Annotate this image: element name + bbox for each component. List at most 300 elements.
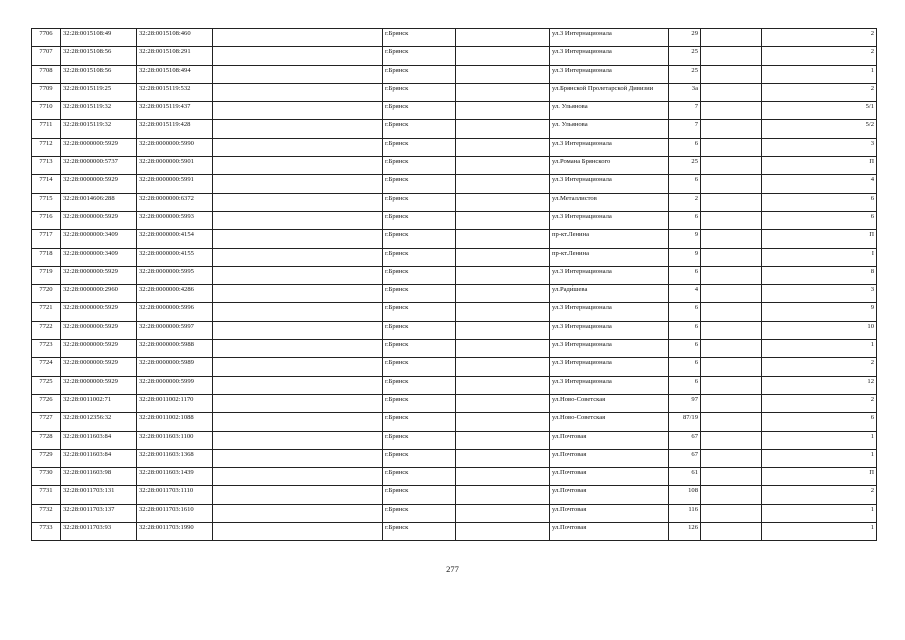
city-cell: г.Брянск	[383, 486, 456, 504]
empty-cell	[213, 285, 383, 303]
land-cadastral-number-cell: 32:28:0000000:3409	[61, 230, 137, 248]
house-number-cell: 108	[669, 486, 701, 504]
object-cadastral-number-cell: 32:28:0015119:532	[137, 83, 213, 101]
row-number-cell: 7706	[32, 29, 61, 47]
house-number-cell: 25	[669, 47, 701, 65]
street-cell: ул.3 Интернационала	[550, 175, 669, 193]
empty-cell	[213, 175, 383, 193]
city-cell: г.Брянск	[383, 102, 456, 120]
city-cell: г.Брянск	[383, 230, 456, 248]
empty-cell	[213, 431, 383, 449]
empty-cell	[701, 175, 762, 193]
empty-cell	[701, 193, 762, 211]
empty-cell	[456, 376, 550, 394]
row-number-cell: 7715	[32, 193, 61, 211]
empty-cell	[701, 340, 762, 358]
empty-cell	[701, 303, 762, 321]
street-cell: пр-кт.Ленина	[550, 248, 669, 266]
empty-cell	[213, 449, 383, 467]
table-row	[32, 175, 877, 193]
empty-cell	[701, 211, 762, 229]
house-number-cell: 6	[669, 266, 701, 284]
street-cell: ул.Почтовая	[550, 486, 669, 504]
empty-cell	[701, 285, 762, 303]
land-cadastral-number-cell: 32:28:0000000:5929	[61, 321, 137, 339]
object-cadastral-number-cell: 32:28:0000000:5995	[137, 266, 213, 284]
row-number-cell: 7728	[32, 431, 61, 449]
empty-cell	[701, 413, 762, 431]
land-cadastral-number-cell: 32:28:0011002:71	[61, 394, 137, 412]
house-number-cell: 87/19	[669, 413, 701, 431]
empty-cell	[456, 157, 550, 175]
premises-number-cell: 2	[762, 486, 877, 504]
table-row	[32, 138, 877, 156]
object-cadastral-number-cell: 32:28:0011703:1110	[137, 486, 213, 504]
object-cadastral-number-cell: 32:28:0015108:494	[137, 65, 213, 83]
land-cadastral-number-cell: 32:28:0000000:5929	[61, 340, 137, 358]
empty-cell	[456, 394, 550, 412]
house-number-cell: 6	[669, 138, 701, 156]
row-number-cell: 7710	[32, 102, 61, 120]
house-number-cell: 6	[669, 321, 701, 339]
city-cell: г.Брянск	[383, 211, 456, 229]
empty-cell	[456, 358, 550, 376]
premises-number-cell: 10	[762, 321, 877, 339]
land-cadastral-number-cell: 32:28:0011603:98	[61, 468, 137, 486]
land-cadastral-number-cell: 32:28:0000000:5737	[61, 157, 137, 175]
city-cell: г.Брянск	[383, 175, 456, 193]
empty-cell	[701, 65, 762, 83]
empty-cell	[213, 83, 383, 101]
land-cadastral-number-cell: 32:28:0000000:5929	[61, 211, 137, 229]
street-cell: ул.Ново-Советская	[550, 394, 669, 412]
premises-number-cell: 3	[762, 285, 877, 303]
empty-cell	[456, 486, 550, 504]
premises-number-cell: 6	[762, 193, 877, 211]
city-cell: г.Брянск	[383, 193, 456, 211]
row-number-cell: 7729	[32, 449, 61, 467]
object-cadastral-number-cell: 32:28:0011703:1610	[137, 504, 213, 522]
empty-cell	[456, 285, 550, 303]
empty-cell	[701, 394, 762, 412]
premises-number-cell: 1	[762, 431, 877, 449]
land-cadastral-number-cell: 32:28:0000000:5929	[61, 303, 137, 321]
empty-cell	[456, 47, 550, 65]
empty-cell	[213, 211, 383, 229]
premises-number-cell: 1	[762, 449, 877, 467]
land-cadastral-number-cell: 32:28:0015119:32	[61, 120, 137, 138]
city-cell: г.Брянск	[383, 431, 456, 449]
city-cell: г.Брянск	[383, 303, 456, 321]
row-number-cell: 7733	[32, 523, 61, 541]
empty-cell	[456, 413, 550, 431]
empty-cell	[701, 157, 762, 175]
row-number-cell: 7711	[32, 120, 61, 138]
empty-cell	[213, 266, 383, 284]
city-cell: г.Брянск	[383, 83, 456, 101]
registry-rows	[32, 29, 877, 541]
table-row	[32, 376, 877, 394]
empty-cell	[701, 376, 762, 394]
city-cell: г.Брянск	[383, 449, 456, 467]
empty-cell	[213, 468, 383, 486]
house-number-cell: 7	[669, 102, 701, 120]
table-row	[32, 102, 877, 120]
object-cadastral-number-cell: 32:28:0000000:5989	[137, 358, 213, 376]
empty-cell	[701, 266, 762, 284]
row-number-cell: 7712	[32, 138, 61, 156]
land-cadastral-number-cell: 32:28:0011603:84	[61, 431, 137, 449]
land-cadastral-number-cell: 32:28:0014606:288	[61, 193, 137, 211]
city-cell: г.Брянск	[383, 504, 456, 522]
city-cell: г.Брянск	[383, 138, 456, 156]
row-number-cell: 7725	[32, 376, 61, 394]
table-row	[32, 358, 877, 376]
house-number-cell: 67	[669, 431, 701, 449]
object-cadastral-number-cell: 32:28:0011002:1088	[137, 413, 213, 431]
table-row	[32, 303, 877, 321]
empty-cell	[456, 193, 550, 211]
empty-cell	[213, 138, 383, 156]
object-cadastral-number-cell: 32:28:0000000:5990	[137, 138, 213, 156]
house-number-cell: 97	[669, 394, 701, 412]
premises-number-cell: 1	[762, 340, 877, 358]
empty-cell	[456, 83, 550, 101]
empty-cell	[213, 248, 383, 266]
house-number-cell: 6	[669, 175, 701, 193]
house-number-cell: 6	[669, 358, 701, 376]
object-cadastral-number-cell: 32:28:0011603:1368	[137, 449, 213, 467]
object-cadastral-number-cell: 32:28:0011002:1170	[137, 394, 213, 412]
empty-cell	[456, 431, 550, 449]
land-cadastral-number-cell: 32:28:0011603:84	[61, 449, 137, 467]
row-number-cell: 7707	[32, 47, 61, 65]
row-number-cell: 7708	[32, 65, 61, 83]
street-cell: ул.Брянской Пролетарской Дивизии	[550, 83, 669, 101]
empty-cell	[456, 138, 550, 156]
empty-cell	[701, 230, 762, 248]
object-cadastral-number-cell: 32:28:0000000:5996	[137, 303, 213, 321]
empty-cell	[213, 120, 383, 138]
street-cell: пр-кт.Ленина	[550, 230, 669, 248]
table-row	[32, 120, 877, 138]
object-cadastral-number-cell: 32:28:0015108:291	[137, 47, 213, 65]
empty-cell	[456, 321, 550, 339]
table-row	[32, 431, 877, 449]
city-cell: г.Брянск	[383, 468, 456, 486]
premises-number-cell: 1	[762, 504, 877, 522]
house-number-cell: 3а	[669, 83, 701, 101]
house-number-cell: 9	[669, 248, 701, 266]
object-cadastral-number-cell: 32:28:0011603:1100	[137, 431, 213, 449]
premises-number-cell: I	[762, 248, 877, 266]
table-row	[32, 193, 877, 211]
premises-number-cell: 8	[762, 266, 877, 284]
row-number-cell: 7723	[32, 340, 61, 358]
empty-cell	[701, 504, 762, 522]
table-row	[32, 394, 877, 412]
empty-cell	[456, 504, 550, 522]
street-cell: ул. Ульянова	[550, 102, 669, 120]
empty-cell	[456, 449, 550, 467]
table-row	[32, 504, 877, 522]
premises-number-cell: 6	[762, 211, 877, 229]
table-row	[32, 230, 877, 248]
empty-cell	[456, 211, 550, 229]
row-number-cell: 7713	[32, 157, 61, 175]
land-cadastral-number-cell: 32:28:0011703:93	[61, 523, 137, 541]
empty-cell	[456, 303, 550, 321]
empty-cell	[213, 358, 383, 376]
empty-cell	[213, 230, 383, 248]
land-cadastral-number-cell: 32:28:0015119:32	[61, 102, 137, 120]
empty-cell	[701, 138, 762, 156]
registry-table	[31, 28, 877, 541]
premises-number-cell: 2	[762, 47, 877, 65]
empty-cell	[701, 321, 762, 339]
empty-cell	[701, 102, 762, 120]
premises-number-cell: П	[762, 230, 877, 248]
street-cell: ул.3 Интернационала	[550, 376, 669, 394]
empty-cell	[456, 65, 550, 83]
empty-cell	[213, 193, 383, 211]
empty-cell	[701, 431, 762, 449]
street-cell: ул.3 Интернационала	[550, 29, 669, 47]
empty-cell	[213, 65, 383, 83]
city-cell: г.Брянск	[383, 523, 456, 541]
table-row	[32, 413, 877, 431]
empty-cell	[213, 321, 383, 339]
empty-cell	[213, 394, 383, 412]
street-cell: ул.Почтовая	[550, 449, 669, 467]
land-cadastral-number-cell: 32:28:0012356:32	[61, 413, 137, 431]
house-number-cell: 4	[669, 285, 701, 303]
house-number-cell: 7	[669, 120, 701, 138]
table-row	[32, 83, 877, 101]
object-cadastral-number-cell: 32:28:0000000:5999	[137, 376, 213, 394]
street-cell: ул.3 Интернационала	[550, 303, 669, 321]
street-cell: ул.Металлистов	[550, 193, 669, 211]
premises-number-cell: 5/1	[762, 102, 877, 120]
street-cell: ул.Ради́шева	[550, 285, 669, 303]
premises-number-cell: 4	[762, 175, 877, 193]
empty-cell	[456, 29, 550, 47]
registry-sheet	[31, 28, 877, 541]
house-number-cell: 2	[669, 193, 701, 211]
city-cell: г.Брянск	[383, 413, 456, 431]
row-number-cell: 7719	[32, 266, 61, 284]
empty-cell	[701, 29, 762, 47]
premises-number-cell: 6	[762, 413, 877, 431]
land-cadastral-number-cell: 32:28:0000000:5929	[61, 175, 137, 193]
premises-number-cell: 12	[762, 376, 877, 394]
table-row	[32, 486, 877, 504]
city-cell: г.Брянск	[383, 248, 456, 266]
row-number-cell: 7718	[32, 248, 61, 266]
object-cadastral-number-cell: 32:28:0015108:460	[137, 29, 213, 47]
row-number-cell: 7717	[32, 230, 61, 248]
object-cadastral-number-cell: 32:28:0000000:4155	[137, 248, 213, 266]
city-cell: г.Брянск	[383, 358, 456, 376]
street-cell: ул.Почтовая	[550, 504, 669, 522]
city-cell: г.Брянск	[383, 376, 456, 394]
empty-cell	[456, 266, 550, 284]
page-number: 277	[446, 564, 459, 574]
empty-cell	[701, 486, 762, 504]
land-cadastral-number-cell: 32:28:0000000:3409	[61, 248, 137, 266]
empty-cell	[456, 230, 550, 248]
premises-number-cell: 3	[762, 138, 877, 156]
city-cell: г.Брянск	[383, 47, 456, 65]
empty-cell	[213, 340, 383, 358]
empty-cell	[701, 83, 762, 101]
land-cadastral-number-cell: 32:28:0015108:56	[61, 65, 137, 83]
row-number-cell: 7722	[32, 321, 61, 339]
object-cadastral-number-cell: 32:28:0000000:5988	[137, 340, 213, 358]
empty-cell	[213, 523, 383, 541]
object-cadastral-number-cell: 32:28:0000000:6372	[137, 193, 213, 211]
empty-cell	[213, 29, 383, 47]
land-cadastral-number-cell: 32:28:0000000:5929	[61, 376, 137, 394]
street-cell: ул.3 Интернационала	[550, 340, 669, 358]
empty-cell	[701, 523, 762, 541]
empty-cell	[456, 523, 550, 541]
city-cell: г.Брянск	[383, 120, 456, 138]
empty-cell	[701, 120, 762, 138]
house-number-cell: 6	[669, 303, 701, 321]
empty-cell	[456, 468, 550, 486]
house-number-cell: 6	[669, 211, 701, 229]
premises-number-cell: 9	[762, 303, 877, 321]
street-cell: ул.Романа Брянского	[550, 157, 669, 175]
premises-number-cell: П	[762, 157, 877, 175]
empty-cell	[456, 175, 550, 193]
land-cadastral-number-cell: 32:28:0011703:137	[61, 504, 137, 522]
table-row	[32, 468, 877, 486]
street-cell: ул.3 Интернационала	[550, 47, 669, 65]
street-cell: ул.3 Интернационала	[550, 358, 669, 376]
house-number-cell: 126	[669, 523, 701, 541]
table-row	[32, 523, 877, 541]
row-number-cell: 7709	[32, 83, 61, 101]
premises-number-cell: 2	[762, 358, 877, 376]
street-cell: ул.3 Интернационала	[550, 138, 669, 156]
row-number-cell: 7726	[32, 394, 61, 412]
house-number-cell: 25	[669, 65, 701, 83]
table-row	[32, 65, 877, 83]
row-number-cell: 7720	[32, 285, 61, 303]
house-number-cell: 25	[669, 157, 701, 175]
street-cell: ул. Ульянова	[550, 120, 669, 138]
city-cell: г.Брянск	[383, 65, 456, 83]
city-cell: г.Брянск	[383, 340, 456, 358]
row-number-cell: 7714	[32, 175, 61, 193]
street-cell: ул.Ново-Советская	[550, 413, 669, 431]
premises-number-cell: 2	[762, 29, 877, 47]
empty-cell	[213, 413, 383, 431]
house-number-cell: 6	[669, 376, 701, 394]
object-cadastral-number-cell: 32:28:0000000:5997	[137, 321, 213, 339]
empty-cell	[701, 468, 762, 486]
house-number-cell: 6	[669, 340, 701, 358]
empty-cell	[456, 102, 550, 120]
object-cadastral-number-cell: 32:28:0015119:437	[137, 102, 213, 120]
city-cell: г.Брянск	[383, 29, 456, 47]
empty-cell	[456, 248, 550, 266]
street-cell: ул.3 Интернационала	[550, 321, 669, 339]
land-cadastral-number-cell: 32:28:0015108:56	[61, 47, 137, 65]
city-cell: г.Брянск	[383, 266, 456, 284]
empty-cell	[701, 358, 762, 376]
object-cadastral-number-cell: 32:28:0000000:5993	[137, 211, 213, 229]
house-number-cell: 29	[669, 29, 701, 47]
house-number-cell: 67	[669, 449, 701, 467]
city-cell: г.Брянск	[383, 285, 456, 303]
row-number-cell: 7716	[32, 211, 61, 229]
table-row	[32, 248, 877, 266]
row-number-cell: 7732	[32, 504, 61, 522]
premises-number-cell: 2	[762, 394, 877, 412]
empty-cell	[213, 102, 383, 120]
street-cell: ул.3 Интернационала	[550, 266, 669, 284]
city-cell: г.Брянск	[383, 157, 456, 175]
object-cadastral-number-cell: 32:28:0011603:1439	[137, 468, 213, 486]
premises-number-cell: 2	[762, 83, 877, 101]
house-number-cell: 9	[669, 230, 701, 248]
object-cadastral-number-cell: 32:28:0000000:5991	[137, 175, 213, 193]
row-number-cell: 7721	[32, 303, 61, 321]
street-cell: ул.Почтовая	[550, 523, 669, 541]
street-cell: ул.3 Интернационала	[550, 211, 669, 229]
empty-cell	[213, 47, 383, 65]
row-number-cell: 7730	[32, 468, 61, 486]
land-cadastral-number-cell: 32:28:0000000:5929	[61, 358, 137, 376]
premises-number-cell: 5/2	[762, 120, 877, 138]
land-cadastral-number-cell: 32:28:0000000:5929	[61, 138, 137, 156]
house-number-cell: 61	[669, 468, 701, 486]
empty-cell	[213, 303, 383, 321]
house-number-cell: 116	[669, 504, 701, 522]
land-cadastral-number-cell: 32:28:0015119:25	[61, 83, 137, 101]
land-cadastral-number-cell: 32:28:0000000:2960	[61, 285, 137, 303]
object-cadastral-number-cell: 32:28:0000000:4286	[137, 285, 213, 303]
table-row	[32, 266, 877, 284]
object-cadastral-number-cell: 32:28:0000000:4154	[137, 230, 213, 248]
table-row	[32, 285, 877, 303]
empty-cell	[701, 47, 762, 65]
table-row	[32, 211, 877, 229]
land-cadastral-number-cell: 32:28:0011703:131	[61, 486, 137, 504]
table-row	[32, 321, 877, 339]
street-cell: ул.3 Интернационала	[550, 65, 669, 83]
table-row	[32, 449, 877, 467]
land-cadastral-number-cell: 32:28:0000000:5929	[61, 266, 137, 284]
empty-cell	[213, 486, 383, 504]
table-row	[32, 47, 877, 65]
table-row	[32, 157, 877, 175]
object-cadastral-number-cell: 32:28:0015119:428	[137, 120, 213, 138]
row-number-cell: 7724	[32, 358, 61, 376]
empty-cell	[701, 449, 762, 467]
empty-cell	[456, 120, 550, 138]
premises-number-cell: 1	[762, 65, 877, 83]
empty-cell	[701, 248, 762, 266]
empty-cell	[213, 376, 383, 394]
premises-number-cell: П	[762, 468, 877, 486]
premises-number-cell: 1	[762, 523, 877, 541]
city-cell: г.Брянск	[383, 321, 456, 339]
city-cell: г.Брянск	[383, 394, 456, 412]
